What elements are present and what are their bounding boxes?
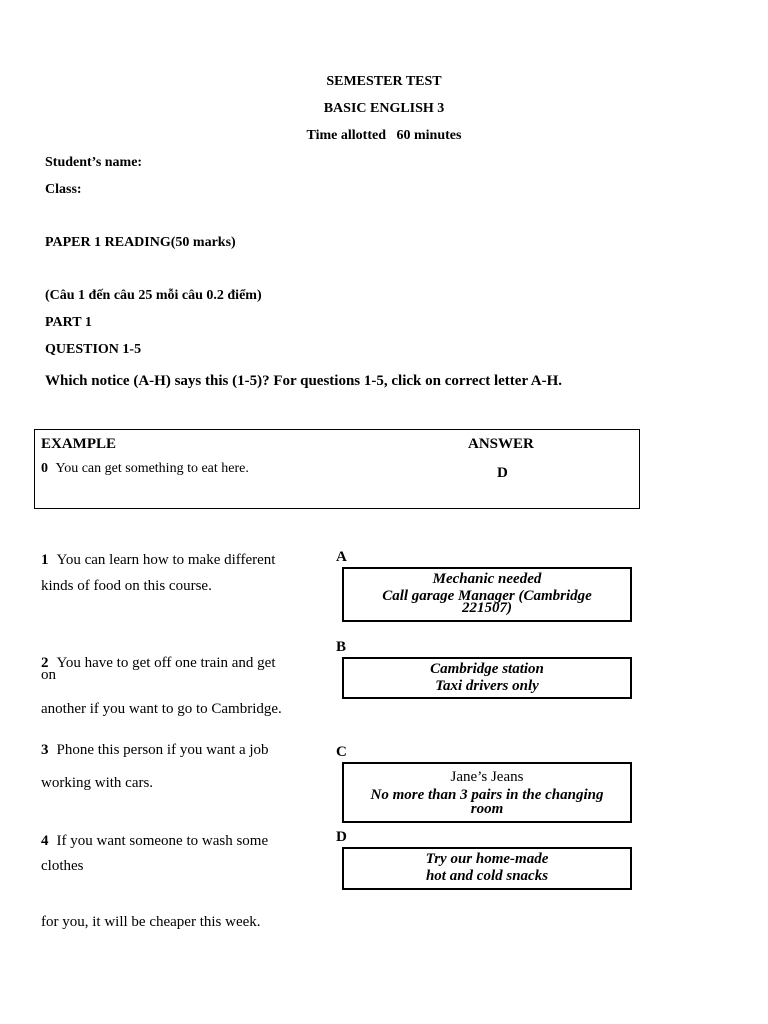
question-range: QUESTION 1-5 [45,342,142,357]
question-4 [41,831,268,851]
example-box [34,429,640,509]
question-1-line-2: kinds of food on this course. [41,578,212,594]
question-2-line-2: another if you want to go to Cambridge. [41,701,282,717]
answer-label: ANSWER [468,436,534,452]
notice-b-letter[interactable]: B [336,639,347,655]
question-number: 3 [41,742,49,758]
notice-line: Try our home-made [425,851,549,867]
question-text: You have to get off one train and get [56,655,276,671]
question-4-wrap: clothes [41,858,84,874]
question-text: You can learn how to make different [56,552,276,568]
example-question [41,460,249,478]
course-title: BASIC ENGLISH 3 [323,101,445,116]
notice-line: Call garage Manager (Cambridge [382,588,592,604]
example-number: 0 [41,461,48,476]
notice-line: No more than 3 pairs in the changing [370,787,604,803]
part-heading: PART 1 [45,315,92,330]
scoring-note: (Câu 1 đến câu 25 mỗi câu 0.2 điểm) [45,288,262,303]
example-text: You can get something to eat here. [55,461,249,476]
notice-line: Taxi drivers only [435,678,539,694]
question-number: 4 [41,833,49,849]
class-label: Class: [45,182,82,197]
time-allotted: Time allotted 60 minutes [306,128,462,143]
notice-d[interactable] [342,847,632,890]
notice-b[interactable] [342,657,632,699]
example-answer: D [497,465,508,481]
question-3-line-2: working with cars. [41,775,154,791]
notice-line: hot and cold snacks [425,868,549,884]
question-number: 2 [41,655,49,671]
notice-line: 221507) [462,600,512,616]
notice-c-letter[interactable]: C [336,744,347,760]
question-number: 1 [41,552,49,568]
notice-c[interactable] [342,762,632,823]
question-4-line-2: for you, it will be cheaper this week. [41,914,261,930]
question-2-wrap: on [41,667,56,683]
question-3 [41,740,269,760]
student-name-label: Student’s name: [45,155,143,170]
example-label: EXAMPLE [41,436,116,452]
notice-a-letter[interactable]: A [336,549,347,565]
notice-line: Cambridge station [430,661,544,677]
paper-heading: PAPER 1 READING(50 marks) [45,235,236,250]
notice-line: room [470,801,504,817]
test-title: SEMESTER TEST [326,74,442,89]
instructions: Which notice (A-H) says this (1-5)? For questions 1-5, click on correct letter A-H. [45,373,563,389]
notice-line: Jane’s Jeans [450,769,524,785]
question-2 [41,653,276,673]
notice-line: Mechanic needed [432,571,542,587]
notice-a[interactable] [342,567,632,622]
question-text: If you want someone to wash some [56,833,269,849]
question-text: Phone this person if you want a job [56,742,269,758]
question-1 [41,550,275,570]
notice-d-letter[interactable]: D [336,829,347,845]
